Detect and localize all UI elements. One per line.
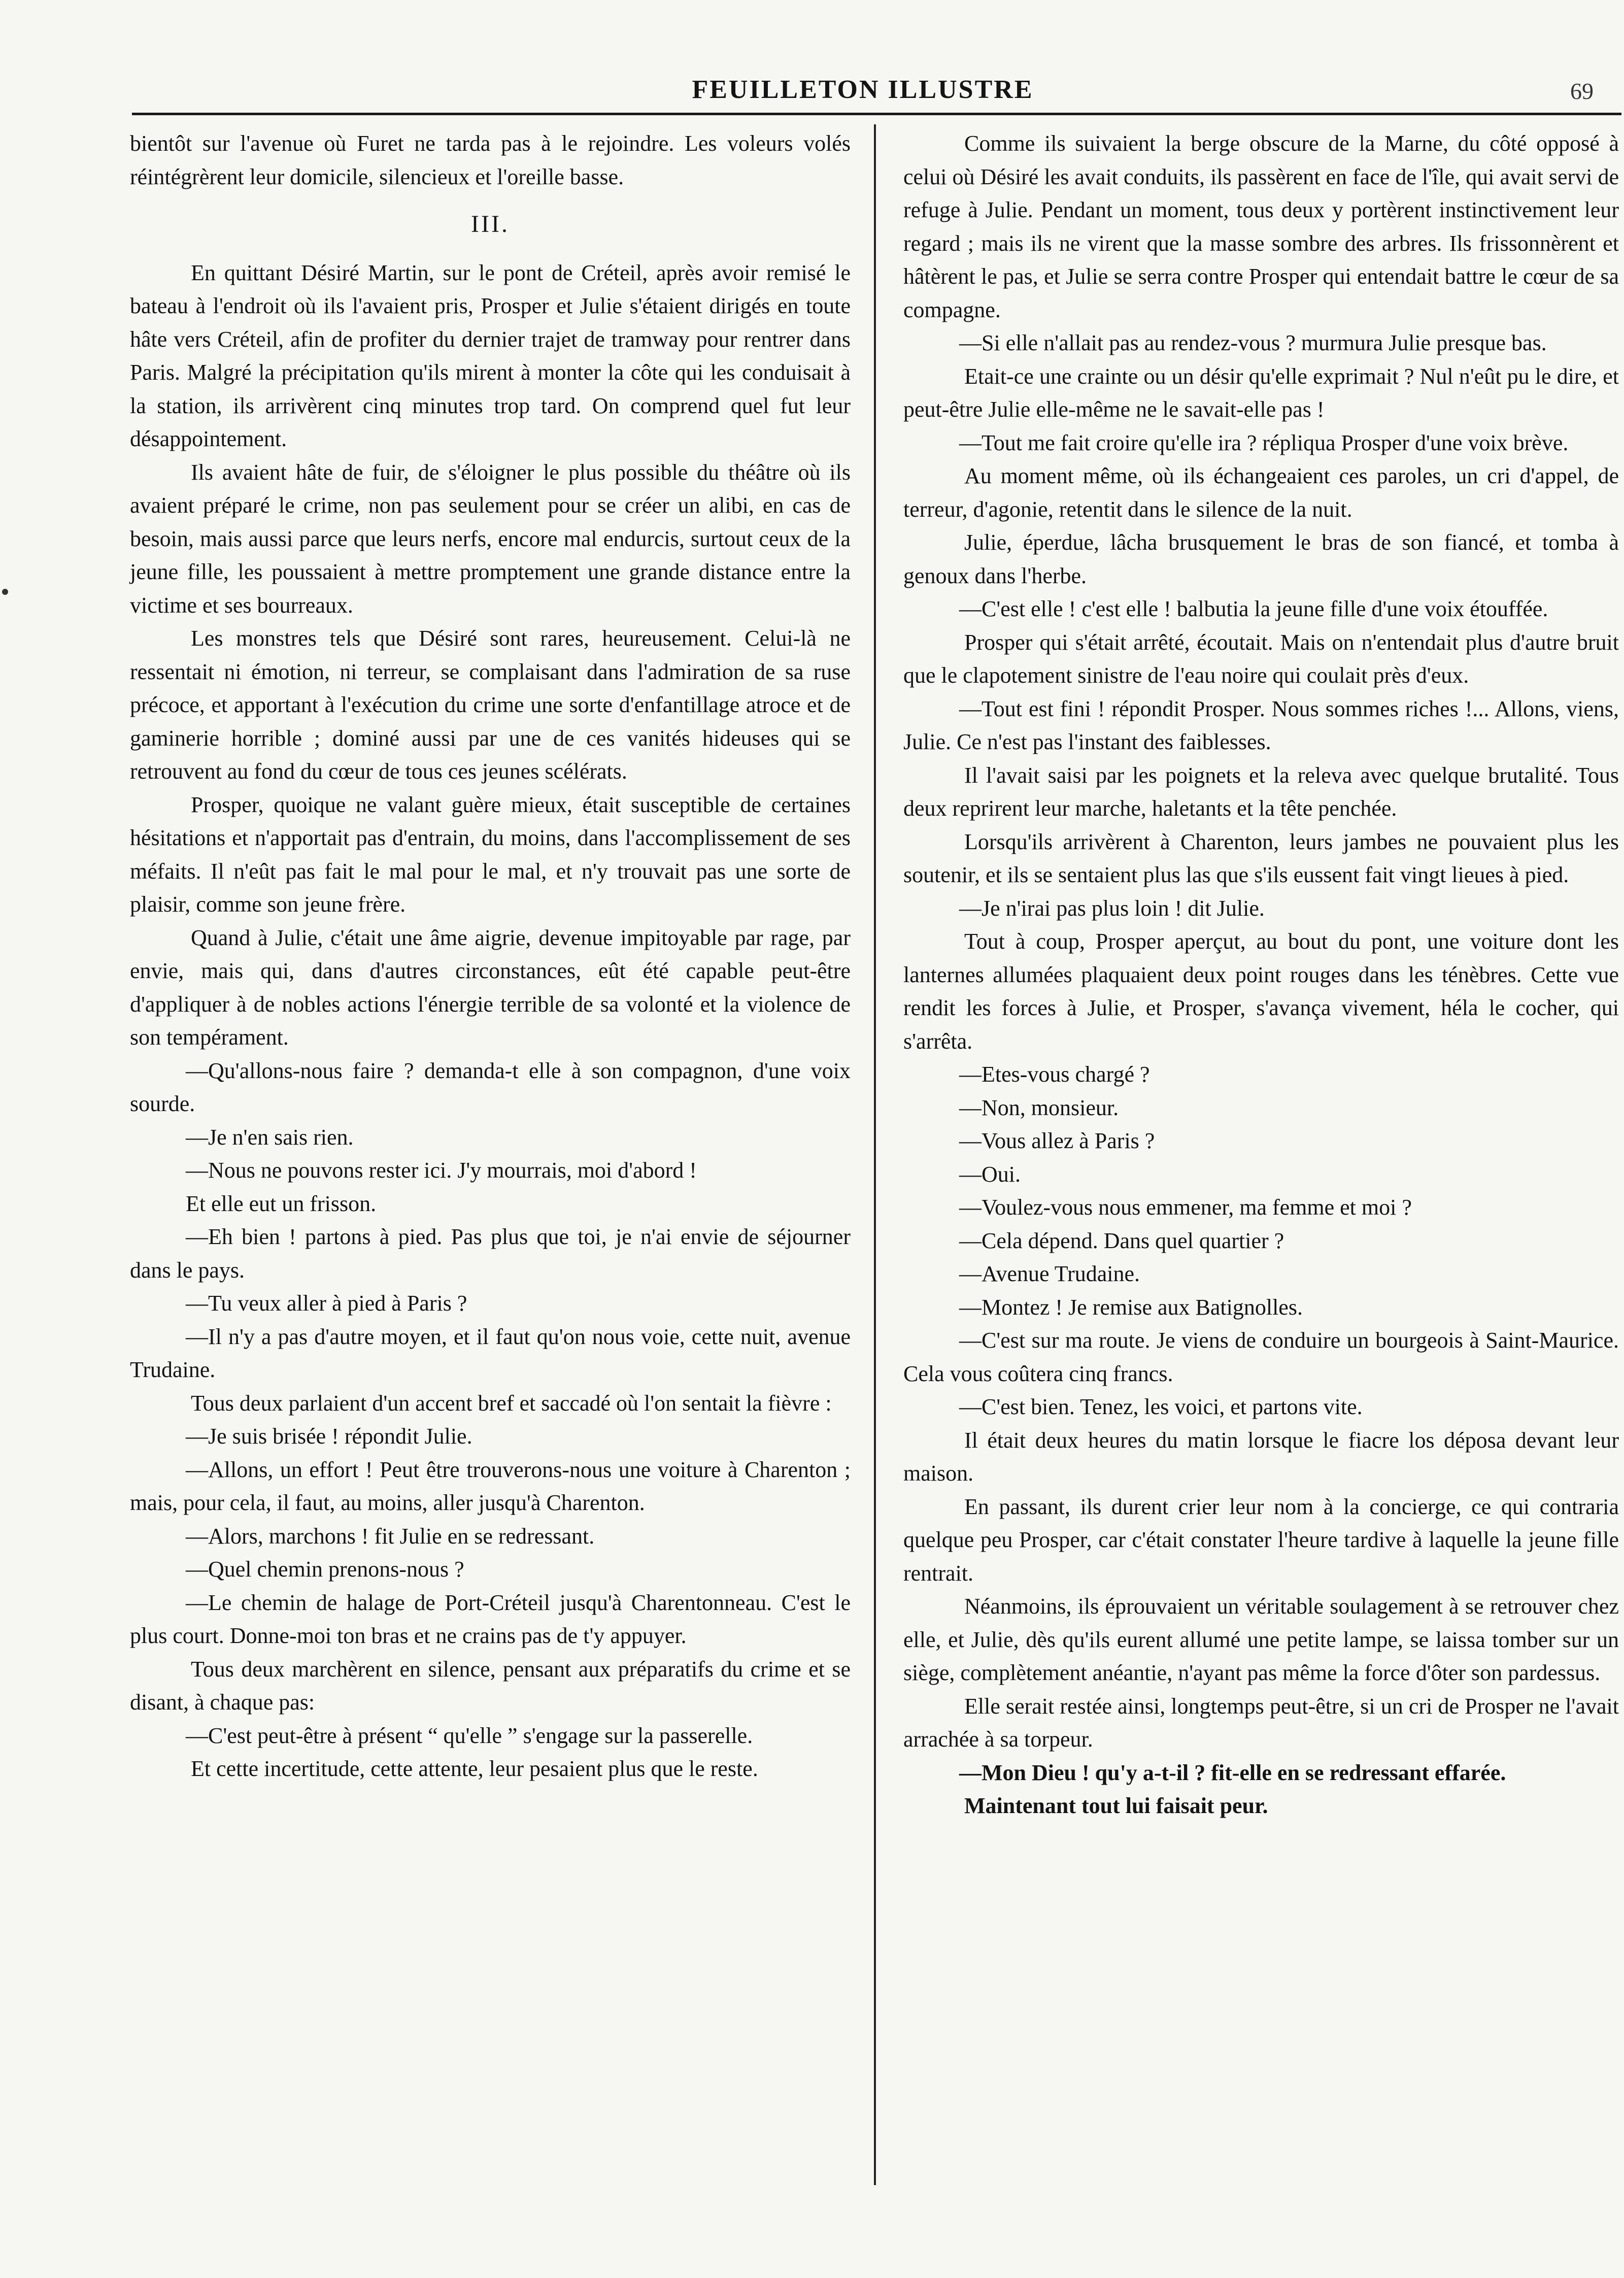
- paragraph: Tout à coup, Prosper aperçut, au bout du pont, une voiture dont les lanternes allumées plaquaient deux point rouges dans les ténèbres. Cette vue rendit les forces à Julie, et Prosper, s'avança vivement, héla le cocher, qui s'arrêta.: [903, 929, 1619, 1054]
- dialog-line: —Tu veux aller à pied à Paris ?: [186, 1291, 467, 1316]
- dialog-line: —Je suis brisée ! répondit Julie.: [186, 1424, 472, 1449]
- left-column: [130, 127, 851, 1786]
- dialog-line: —Je n'en sais rien.: [186, 1124, 354, 1150]
- dialog-line: —Non, monsieur.: [959, 1095, 1119, 1120]
- dialog-line: —Cela dépend. Dans quel quartier ?: [959, 1228, 1284, 1253]
- dialog-line: —Allons, un effort ! Peut être trouverons-nous une voiture à Charenton ; mais, pour cela, il faut, au moins, aller jusqu'à Charenton.: [130, 1457, 851, 1515]
- paragraph: Il l'avait saisi par les poignets et la releva avec quelque brutalité. Tous deux reprirent leur marche, haletants et la tête penchée.: [903, 762, 1619, 821]
- dialog-line: —Mon Dieu ! qu'y a-t-il ? fit-elle en se redressant effarée.: [959, 1760, 1506, 1785]
- page-header: [132, 69, 1594, 109]
- paragraph: Lorsqu'ils arrivèrent à Charenton, leurs jambes ne pouvaient plus les soutenir, et ils se sentaient plus las que s'ils eussent fait vingt lieues à pied.: [903, 829, 1619, 887]
- paragraph: Prosper, quoique ne valant guère mieux, était susceptible de certaines hésitations et n'apportait pas d'entrain, du moins, dans l'accomplissement de ses méfaits. Il n'eût pas fait le mal pour le mal, et n'y trouvait pas une sorte de plaisir, comme son jeune frère.: [130, 792, 851, 917]
- margin-mark: [2, 589, 8, 595]
- column-divider: [874, 124, 876, 2185]
- paragraph: En quittant Désiré Martin, sur le pont de Créteil, après avoir remisé le bateau à l'endroit où ils l'avaient pris, Prosper et Julie s'étaient dirigés en toute hâte vers Créteil, afin de profiter du dernier trajet de tramway pour rentrer dans Paris. Malgré la précipitation qu'ils mirent à monter la côte qui les conduisait à la station, ils arrivèrent cinq minutes trop tard. On comprend quel fut leur désappointement.: [130, 260, 851, 451]
- dialog-line: —Le chemin de halage de Port-Créteil jusqu'à Charentonneau. C'est le plus court. Donne-moi ton bras et ne crains pas de t'y appuyer.: [130, 1590, 851, 1648]
- right-column: [903, 127, 1619, 1823]
- paragraph: Néanmoins, ils éprouvaient un véritable soulagement à se retrouver chez elle, et Julie, dès qu'ils eurent allumé une petite lampe, se laissa tomber sur un siège, complètement anéantie, n'ayant pas même la force d'ôter son pardessus.: [903, 1594, 1619, 1685]
- dialog-line: —C'est elle ! c'est elle ! balbutia la jeune fille d'une voix étouffée.: [959, 596, 1548, 621]
- dialog-line: —C'est peut-être à présent “ qu'elle ” s'engage sur la passerelle.: [186, 1723, 753, 1748]
- paragraph: Quand à Julie, c'était une âme aigrie, devenue impitoyable par rage, par envie, mais qui, dans d'autres circonstances, eût été capable peut-être d'appliquer à de nobles actions l'énergie terrible de sa volonté et la violence de son tempérament.: [130, 925, 851, 1050]
- dialog-line: —C'est sur ma route. Je viens de conduire un bourgeois à Saint-Maurice. Cela vous coûtera cinq francs.: [903, 1328, 1619, 1386]
- dialog-line: —Montez ! Je remise aux Batignolles.: [959, 1294, 1303, 1320]
- paragraph: Comme ils suivaient la berge obscure de la Marne, du côté opposé à celui où Désiré les avait conduits, ils passèrent en face de l'île, qui avait servi de refuge à Julie. Pendant un moment, tous deux y portèrent instinctivement leur regard ; mais ils ne virent que la masse sombre des arbres. Ils frissonnèrent et hâtèrent le pas, et Julie se serra contre Prosper qui entendait battre le cœur de sa compagne.: [903, 131, 1619, 322]
- page-number: 69: [1570, 78, 1594, 104]
- paragraph: Les monstres tels que Désiré sont rares, heureusement. Celui-là ne ressentait ni émotion, ni terreur, se complaisant dans l'admiration de sa ruse précoce, et apportant à l'exécution du crime une sorte d'enfantillage atroce et de gaminerie horrible ; dominé aussi par une de ces vanités hideuses qui se retrouvent au fond du cœur de tous ces jeunes scélérats.: [130, 626, 851, 784]
- header-title: FEUILLETON ILLUSTRE: [692, 75, 1034, 104]
- dialog-line: —C'est bien. Tenez, les voici, et partons vite.: [959, 1394, 1363, 1419]
- dialog-line: —Alors, marchons ! fit Julie en se redressant.: [186, 1523, 595, 1549]
- dialog-line: —Etes-vous chargé ?: [959, 1062, 1150, 1087]
- dialog-line: —Je n'irai pas plus loin ! dit Julie.: [959, 895, 1265, 921]
- dialog-line: —Tout me fait croire qu'elle ira ? répliqua Prosper d'une voix brève.: [959, 430, 1569, 455]
- dialog-line: —Il n'y a pas d'autre moyen, et il faut qu'on nous voie, cette nuit, avenue Trudaine.: [130, 1324, 851, 1382]
- paragraph: Il était deux heures du matin lorsque le fiacre los déposa devant leur maison.: [903, 1427, 1619, 1486]
- dialog-line: Et elle eut un frisson.: [186, 1191, 377, 1216]
- paragraph: Ils avaient hâte de fuir, de s'éloigner le plus possible du théâtre où ils avaient préparé le crime, non pas seulement pour se créer un alibi, en cas de besoin, mais aussi parce que leurs nerfs, encore mal endurcis, surtout ceux de la jeune fille, les poussaient à mettre promptement une grande distance entre la victime et ses bourreaux.: [130, 459, 851, 618]
- paragraph: Julie, éperdue, lâcha brusquement le bras de son fiancé, et tomba à genoux dans l'herbe.: [903, 530, 1619, 588]
- paragraph: Etait-ce une crainte ou un désir qu'elle exprimait ? Nul n'eût pu le dire, et peut-être Julie elle-même ne le savait-elle pas !: [903, 363, 1619, 422]
- paragraph: Tous deux marchèrent en silence, pensant aux préparatifs du crime et se disant, à chaque pas:: [130, 1656, 851, 1715]
- paragraph: Tous deux parlaient d'un accent bref et saccadé où l'on sentait la fièvre :: [191, 1390, 832, 1416]
- dialog-line: —Qu'allons-nous faire ? demanda-t elle à son compagnon, d'une voix sourde.: [130, 1058, 851, 1116]
- paragraph: bientôt sur l'avenue où Furet ne tarda pas à le rejoindre. Les voleurs volés réintégrèrent leur domicile, silencieux et l'oreille basse.: [130, 131, 851, 189]
- paragraph: Elle serait restée ainsi, longtemps peut-être, si un cri de Prosper ne l'avait arrachée à sa torpeur.: [903, 1693, 1619, 1752]
- dialog-line: —Quel chemin prenons-nous ?: [186, 1557, 464, 1582]
- dialog-line: —Voulez-vous nous emmener, ma femme et moi ?: [959, 1195, 1412, 1220]
- chapter-heading: III.: [471, 211, 510, 238]
- dialog-line: —Si elle n'allait pas au rendez-vous ? murmura Julie presque bas.: [959, 330, 1547, 355]
- dialog-line: —Nous ne pouvons rester ici. J'y mourrais, moi d'abord !: [186, 1158, 697, 1183]
- paragraph: En passant, ils durent crier leur nom à la concierge, ce qui contraria quelque peu Prosper, car c'était constater l'heure tardive à laquelle la jeune fille rentrait.: [903, 1494, 1619, 1586]
- header-rule: [132, 113, 1621, 115]
- paragraph: Prosper qui s'était arrêté, écoutait. Mais on n'entendait plus d'autre bruit que le clapotement sinistre de l'eau noire qui coulait près d'eux.: [903, 629, 1619, 688]
- dialog-line: —Vous allez à Paris ?: [959, 1128, 1155, 1153]
- dialog-line: —Oui.: [959, 1161, 1021, 1187]
- dialog-line: —Eh bien ! partons à pied. Pas plus que toi, je n'ai envie de séjourner dans le pays.: [130, 1224, 851, 1283]
- paragraph: Et cette incertitude, cette attente, leur pesaient plus que le reste.: [191, 1756, 758, 1781]
- dialog-line: —Avenue Trudaine.: [959, 1261, 1140, 1286]
- paragraph: Maintenant tout lui faisait peur.: [964, 1793, 1268, 1818]
- dialog-line: —Tout est fini ! répondit Prosper. Nous sommes riches !... Allons, viens, Julie. Ce n'est pas l'instant des faiblesses.: [903, 696, 1619, 754]
- paragraph: Au moment même, où ils échangeaient ces paroles, un cri d'appel, de terreur, d'agonie, retentit dans le silence de la nuit.: [903, 463, 1619, 522]
